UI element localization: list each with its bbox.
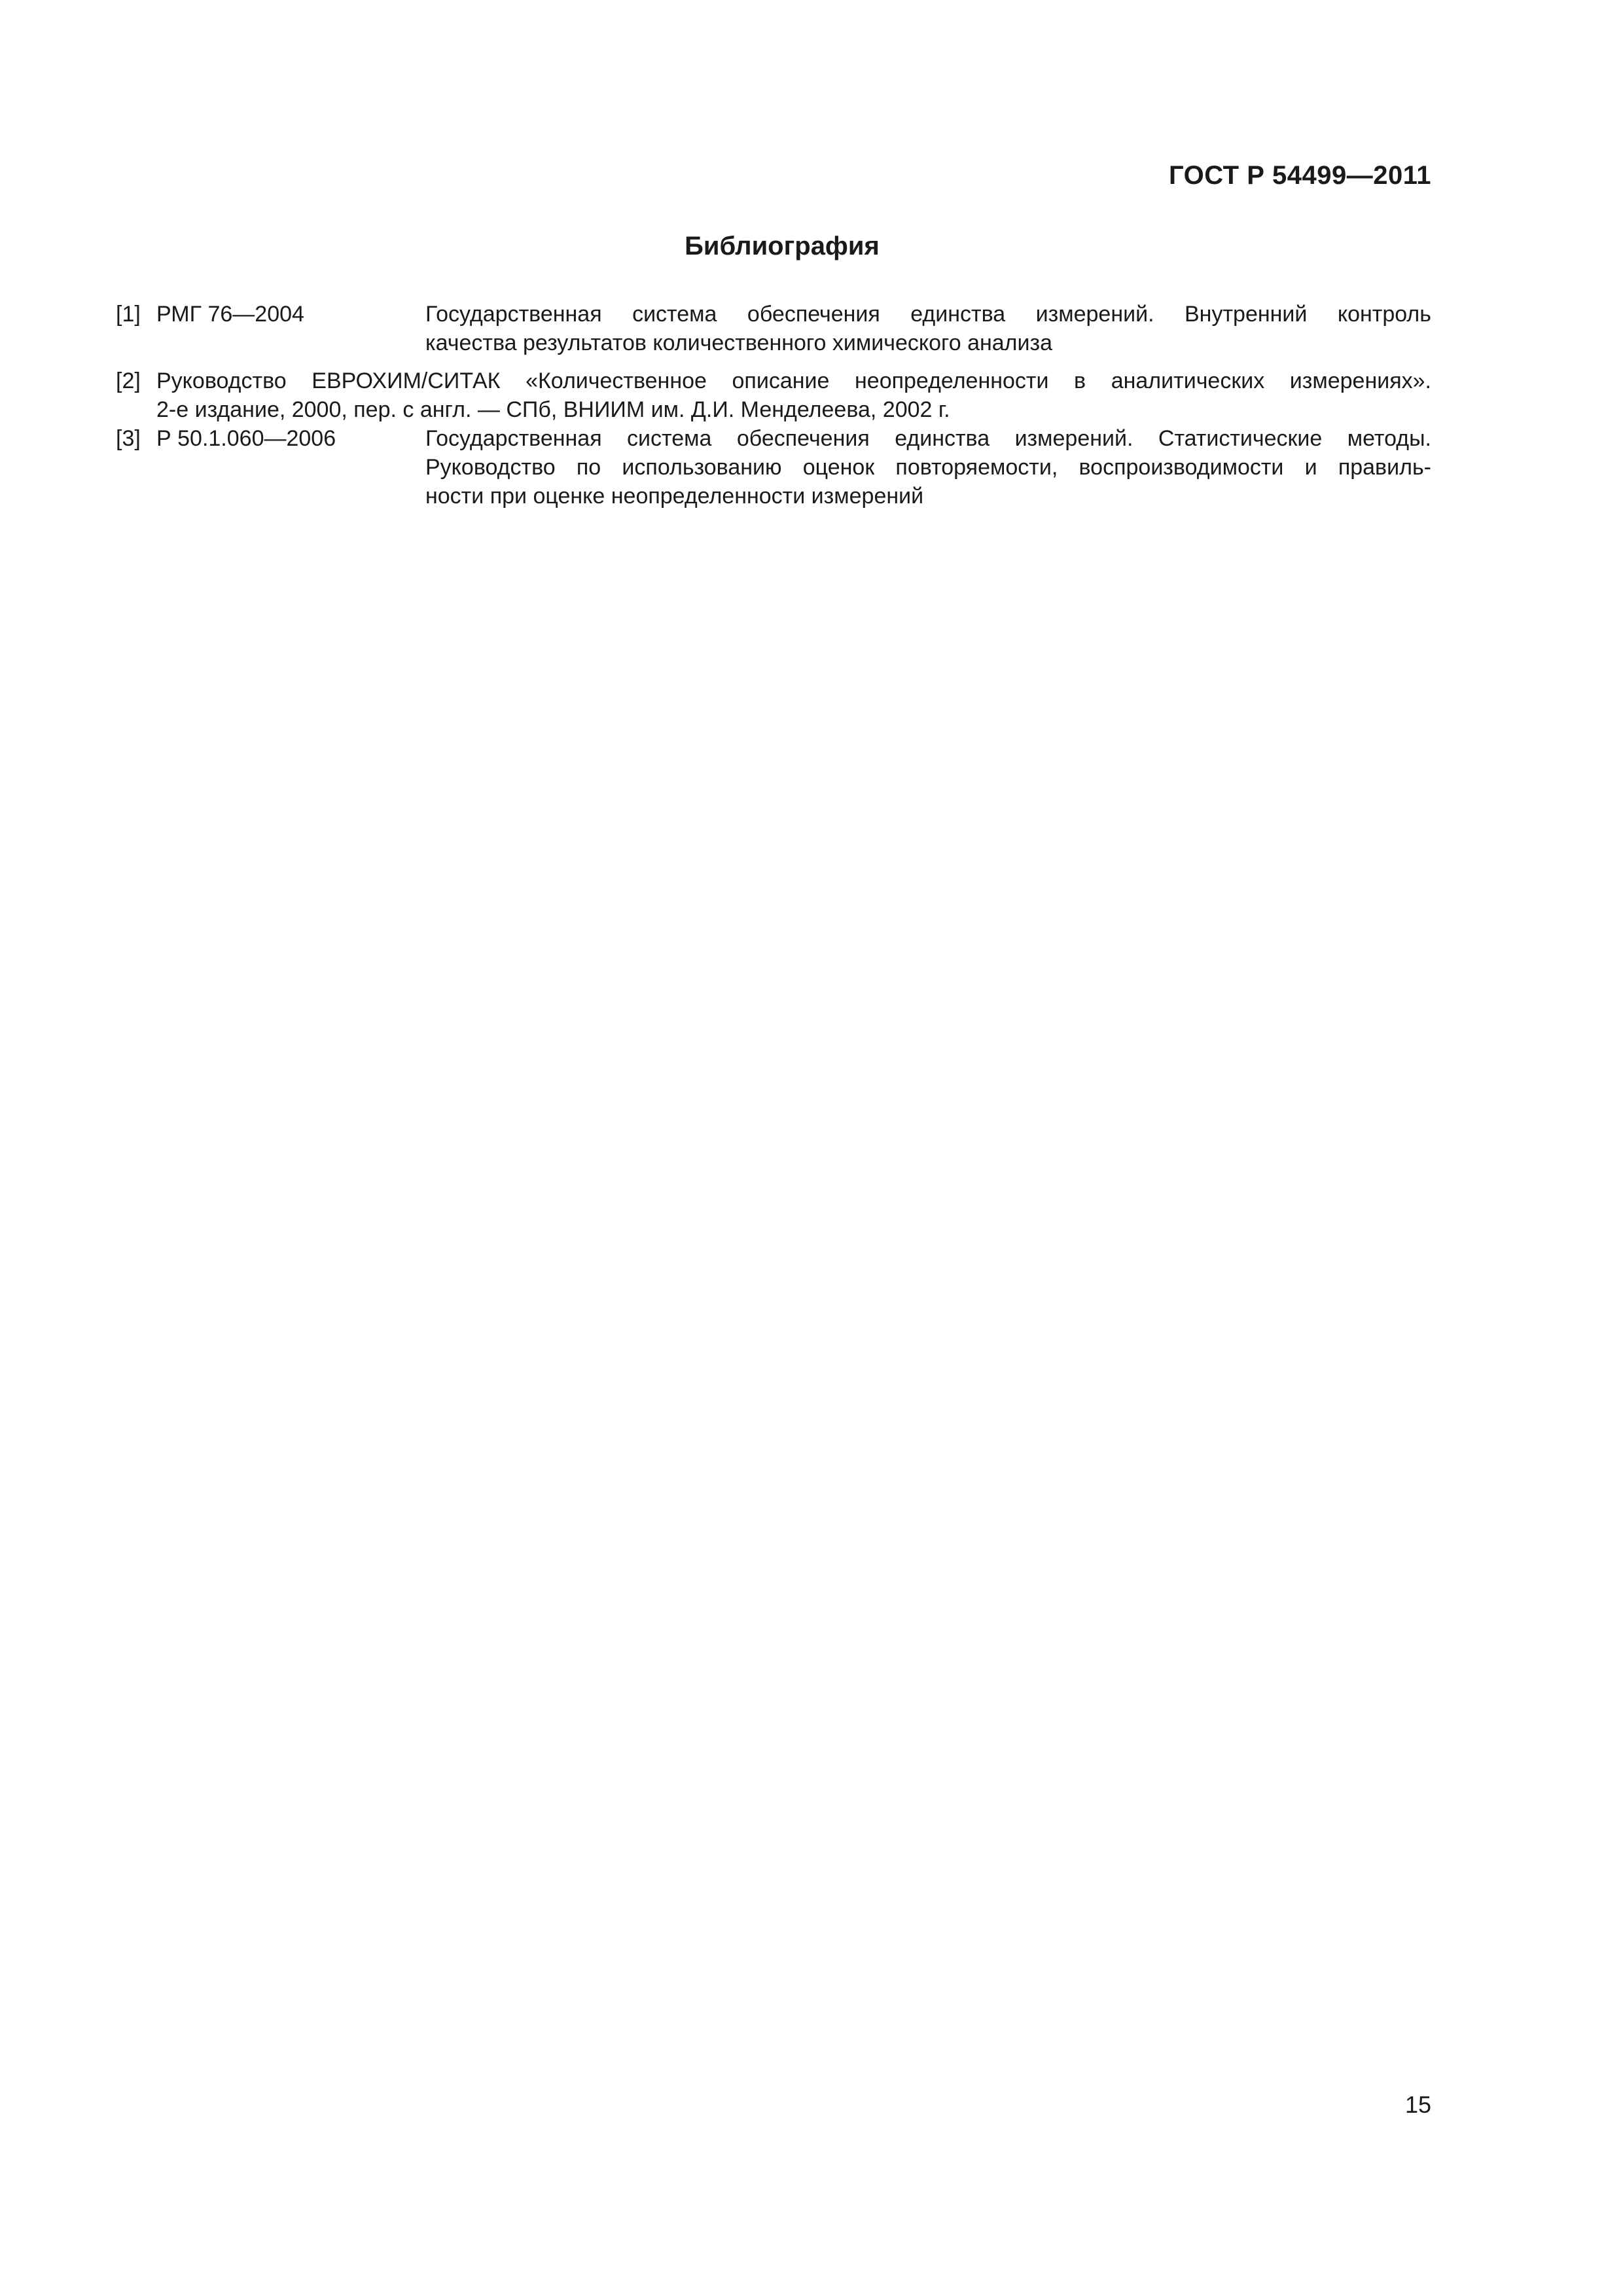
entry-reference: Р 50.1.060—2006 — [156, 426, 336, 451]
section-title: Библиография — [685, 232, 880, 260]
entry-description — [425, 424, 1431, 511]
entry-line: Государственная система обеспечения единства измерений. Внутренний контроль — [425, 302, 1431, 327]
entry-number: [1] — [116, 302, 141, 327]
entry-line: качества результатов количественного химического анализа — [425, 331, 1052, 355]
entry-line: Государственная система обеспечения единства измерений. Статистические методы. — [425, 426, 1431, 451]
entry-description — [425, 300, 1431, 357]
bibliography-list — [116, 300, 1431, 520]
entry-line: ности при оценке неопределенности измерений — [425, 484, 924, 509]
entry-number: [3] — [116, 426, 141, 451]
document-code: ГОСТ Р 54499—2011 — [1169, 161, 1431, 190]
entry-line: Руководство ЕВРОХИМ/СИТАК «Количественное описание неопределенности в аналитических измерениях». — [156, 368, 1431, 393]
entry-line: 2-е издание, 2000, пер. с англ. — СПб, ВНИИМ им. Д.И. Менделеева, 2002 г. — [156, 397, 950, 422]
entry-number: [2] — [116, 368, 141, 393]
bibliography-entry-3 — [116, 424, 1431, 511]
bibliography-entry-1 — [116, 300, 1431, 357]
entry-reference: РМГ 76—2004 — [156, 302, 304, 327]
page-number: 15 — [1404, 2091, 1431, 2118]
entry-line: Руководство по использованию оценок повторяемости, воспроизводимости и правиль- — [425, 455, 1431, 480]
bibliography-entry-2 — [116, 367, 1431, 424]
entry-description — [156, 367, 1431, 424]
